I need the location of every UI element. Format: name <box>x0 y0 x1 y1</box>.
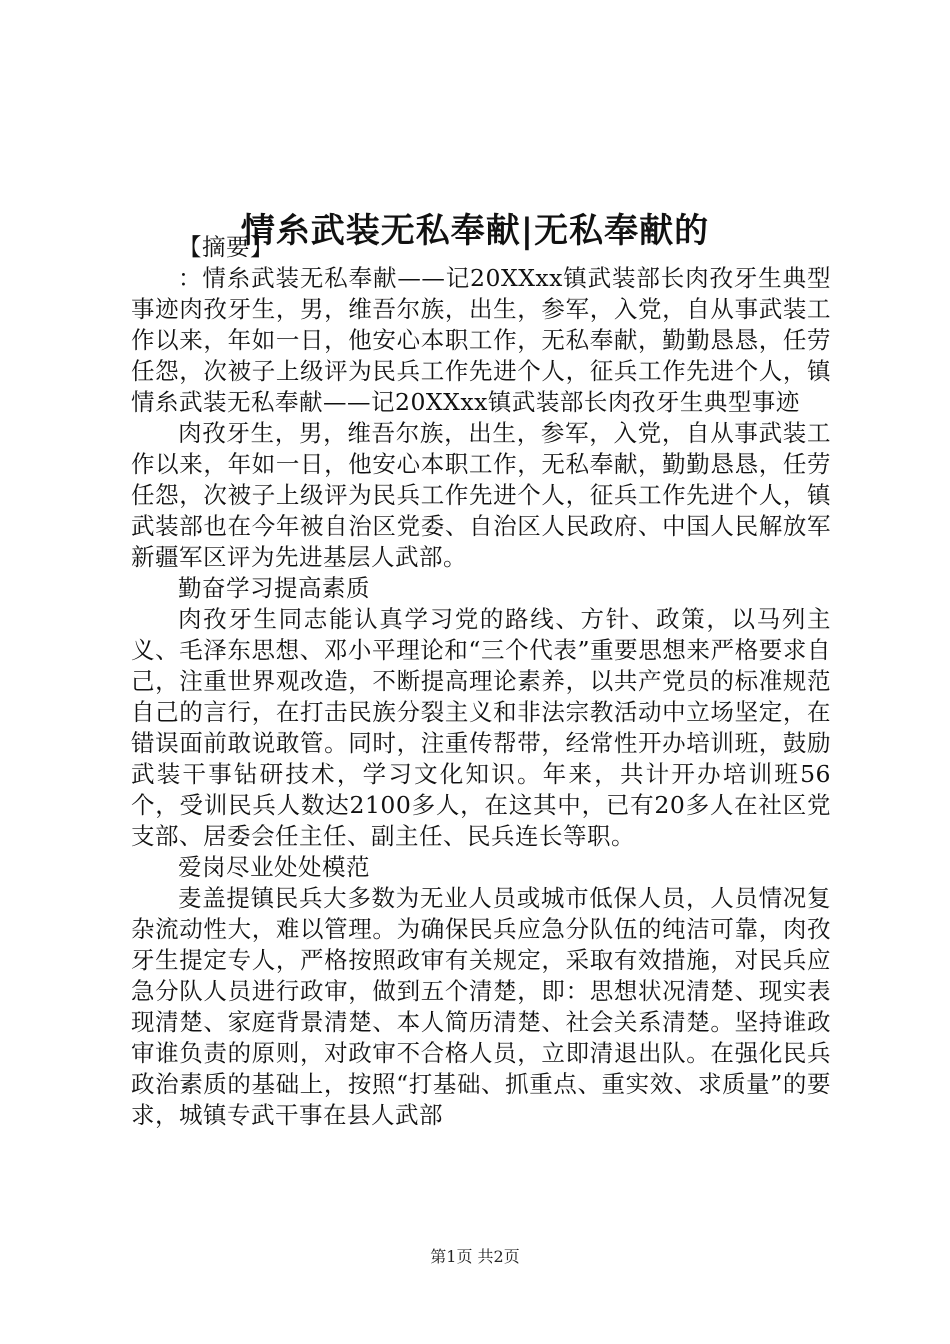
paragraph-study: 肉孜牙生同志能认真学习党的路线、方针、政策，以马列主义、毛泽东思想、邓小平理论和“三个代表”重要思想来严格要求自己，注重世界观改造，不断提高理论素养，以共产党员的标准规范自己的言行，在打击民族分裂主义和非法宗教活动中立场坚定，在错误面前敢说敢管。同时，注重传帮带，经常性开办培训班，鼓励武装干事钻研技术，学习文化知识。年来，共计开办培训班56个，受训民兵人数达2100多人，在这其中，已有20多人在社区党支部、居委会任主任、副主任、民兵连长等职。 <box>131 605 831 850</box>
paragraph-intro: 肉孜牙生，男，维吾尔族，出生，参军，入党，自从事武装工作以来，年如一日，他安心本职工作，无私奉献，勤勤恳恳，任劳任怨，次被子上级评为民兵工作先进个人，征兵工作先进个人，镇武装部也在今年被自治区党委、自治区人民政府、中国人民解放军新疆军区评为先进基层人武部。 <box>131 419 831 571</box>
document-body <box>131 232 831 1131</box>
page-footer: 第1页 共2页 <box>430 1247 520 1266</box>
section-heading-model: 爱岗尽业处处模范 <box>178 853 370 881</box>
paragraph-abstract: ：情糸武装无私奉献——记20XXxx镇武装部长肉孜牙生典型事迹肉孜牙生，男，维吾尔族，出生，参军，入党，自从事武装工作以来，年如一日，他安心本职工作，无私奉献，勤勤恳恳，任劳任怨，次被子上级评为民兵工作先进个人，征兵工作先进个人，镇情糸武装无私奉献——记20XXxx镇武装部长肉孜牙生典型事迹 <box>131 264 831 416</box>
paragraph-model: 麦盖提镇民兵大多数为无业人员或城市低保人员，人员情况复杂流动性大，难以管理。为确保民兵应急分队伍的纯洁可靠，肉孜牙生提定专人，严格按照政审有关规定，采取有效措施，对民兵应急分队人员进行政审，做到五个清楚，即：思想状况清楚、现实表现清楚、家庭背景清楚、本人简历清楚、社会关系清楚。坚持谁政审谁负责的原则，对政审不合格人员，立即清退出队。在强化民兵政治素质的基础上，按照“打基础、抓重点、重实效、求质量”的要求，城镇专武干事在县人武部 <box>131 884 831 1129</box>
document-title: 情糸武装无私奉献|无私奉献的 <box>240 210 710 251</box>
paragraph-abstract-heading: 【摘要】 <box>178 233 274 261</box>
section-heading-study: 勤奋学习提高素质 <box>178 574 370 602</box>
